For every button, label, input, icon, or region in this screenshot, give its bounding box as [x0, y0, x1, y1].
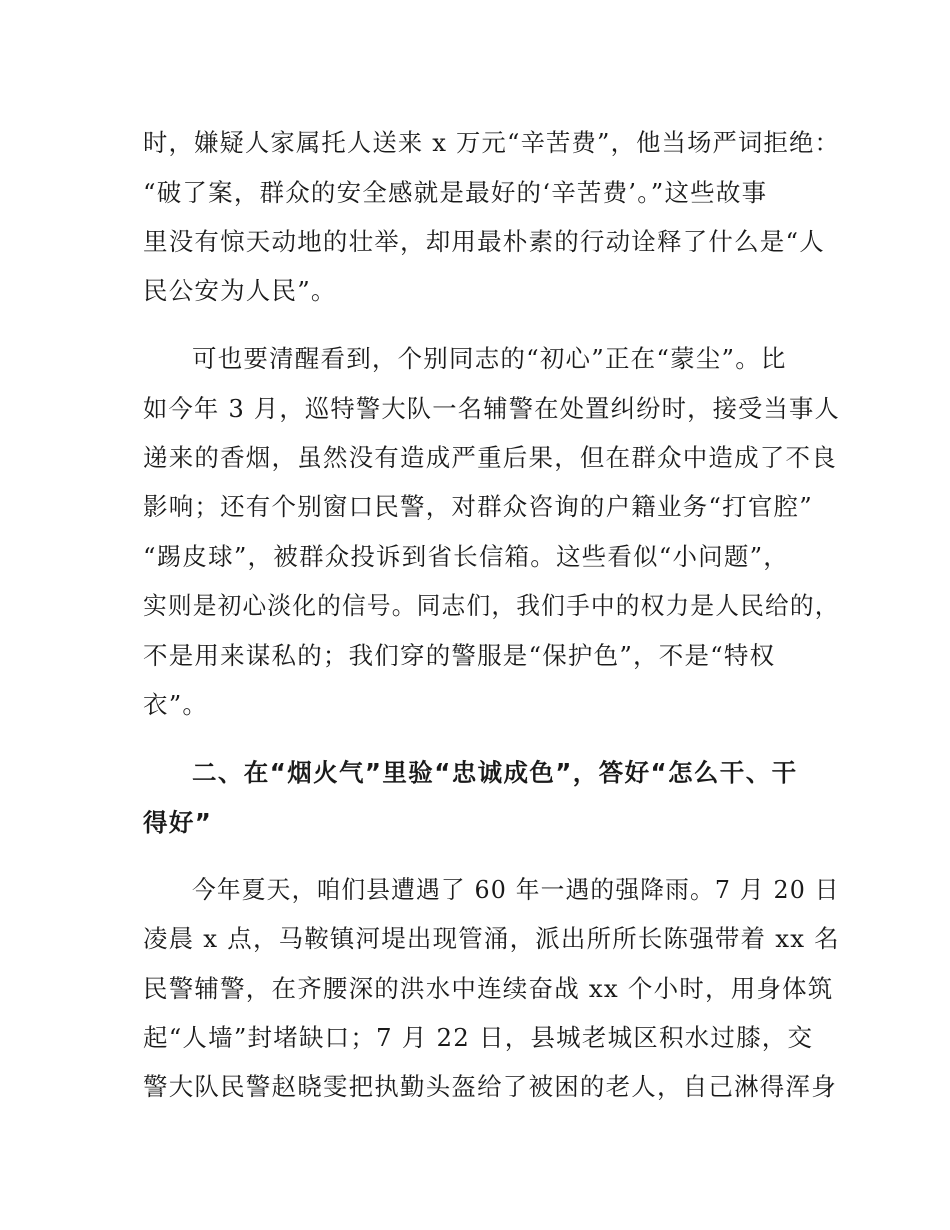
paragraph-line: 民公安为人民”。 [143, 276, 337, 305]
paragraph-line: 递来的香烟，虽然没有造成严重后果，但在群众中造成了不良 [143, 443, 837, 472]
paragraph-line: 时，嫌疑人家属托人送来 x 万元“辛苦费”，他当场严词拒绝： [143, 128, 840, 157]
paragraph-line: 起“人墙”封堵缺口；7 月 22 日，县城老城区积水过膝，交 [143, 1023, 814, 1052]
paragraph-line: 不是用来谋私的；我们穿的警服是“保护色”，不是“特权 [143, 641, 776, 670]
section-heading: 二、在“烟火气”里验“忠诚成色”，答好“怎么干、干 [192, 758, 798, 787]
paragraph-line: 如今年 3 月，巡特警大队一名辅警在处置纠纷时，接受当事人 [143, 394, 840, 423]
paragraph-line: 凌晨 x 点，马鞍镇河堤出现管涌，派出所所长陈强带着 xx 名 [143, 924, 840, 953]
section-heading: 得好” [143, 808, 213, 837]
paragraph-line: 衣”。 [143, 690, 209, 719]
paragraph-line: “踢皮球”，被群众投诉到省长信箱。这些看似“小问题”， [143, 542, 789, 571]
paragraph-line: 可也要清醒看到，个别同志的“初心”正在“蒙尘”。比 [192, 344, 787, 373]
paragraph-line: 今年夏天，咱们县遭遇了 60 年一遇的强降雨。7 月 20 日 [192, 875, 840, 904]
paragraph-line: 民警辅警，在齐腰深的洪水中连续奋战 xx 个小时，用身体筑 [143, 974, 834, 1003]
paragraph-line: “破了案，群众的安全感就是最好的‘辛苦费’。”这些故事 [143, 178, 768, 207]
paragraph-line: 里没有惊天动地的壮举，却用最朴素的行动诠释了什么是“人 [143, 227, 825, 256]
paragraph-line: 实则是初心淡化的信号。同志们，我们手中的权力是人民给的， [143, 591, 840, 620]
paragraph-line: 警大队民警赵晓雯把执勤头盔给了被困的老人，自己淋得浑身 [143, 1072, 837, 1101]
paragraph-line: 影响；还有个别窗口民警，对群众咨询的户籍业务“打官腔” [143, 492, 813, 521]
